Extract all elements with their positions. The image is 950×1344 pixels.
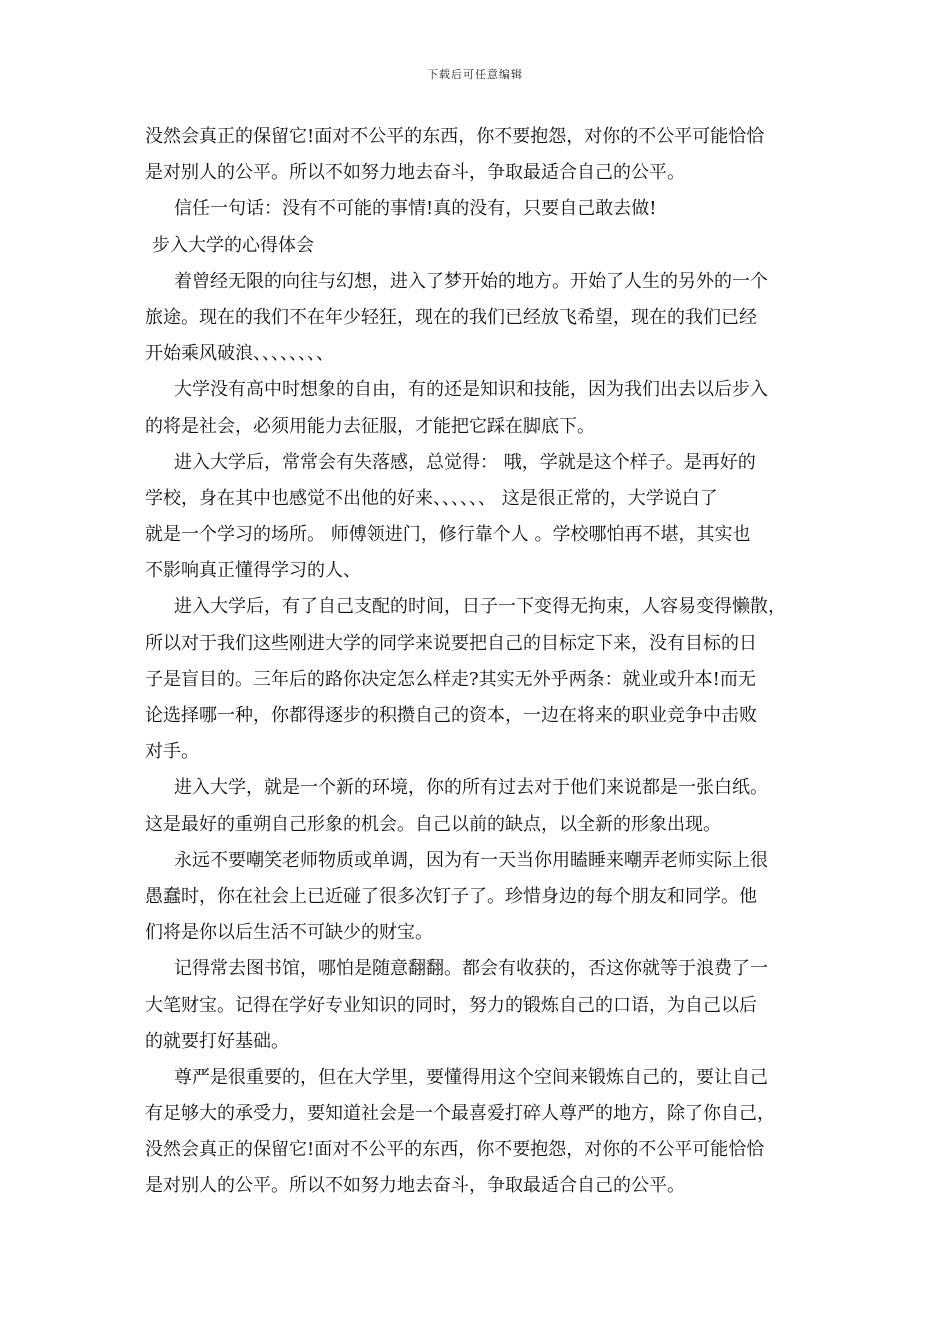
text-line: 学校，身在其中也感觉不出他的好来、、、、、、 这是很正常的，大学说白了 [145,487,718,509]
text-line: 进入大学后，常常会有失落感，总觉得： 哦，学就是这个样子。是再好的 [174,451,756,473]
text-line: 有足够大的承受力，要知道社会是一个最喜爱打碎人尊严的地方，除了你自己， [145,1103,775,1125]
text-line: 大笔财宝。记得在学好专业知识的同时，努力的锻炼自己的口语，为自己以后 [145,994,757,1016]
text-line: 就是一个学习的场所。 师傅领进门，修行靠个人 。学校哪怕再不堪，其实也 [145,524,751,546]
text-line: 是对别人的公平。所以不如努力地去奋斗，争取最适合自己的公平。 [145,162,685,184]
text-line: 这是最好的重朔自己形象的机会。自己以前的缺点，以全新的形象出现。 [145,813,721,835]
text-line: 开始乘风破浪、、、、、、、、 [145,343,334,365]
text-line: 们将是你以后生活不可缺少的财宝。 [145,922,433,944]
text-line: 大学没有高中时想象的自由，有的还是知识和技能，因为我们出去以后步入 [174,379,768,401]
text-line: 愚蠢时，你在社会上已近碰了很多次钉子了。珍惜身边的每个朋友和同学。他 [145,885,757,907]
text-line: 子是盲目的。三年后的路你决定怎么样走?其实无外乎两条：就业或升本!而无 [145,668,756,690]
section-heading: 步入大学的心得体会 [152,234,314,256]
text-line: 信任一句话：没有不可能的事情!真的没有，只要自己敢去做! [174,198,657,220]
text-line: 永远不要嘲笑老师物质或单调，因为有一天当你用瞌睡来嘲弄老师实际上很 [174,849,768,871]
text-line: 进入大学，就是一个新的环境，你的所有过去对于他们来说都是一张白纸。 [174,777,768,799]
text-line: 对手。 [145,741,199,763]
page-header: 下载后可任意编辑 [427,68,523,81]
text-line: 不影响真正懂得学习的人、 [145,560,361,582]
document-body [145,119,810,1205]
text-line: 的就要打好基础。 [145,1030,289,1052]
text-line: 论选择哪一种，你都得逐步的积攒自己的资本，一边在将来的职业竞争中击败 [145,705,757,726]
text-line: 所以对于我们这些刚进大学的同学来说要把自己的目标定下来，没有目标的日 [145,632,757,654]
text-line: 进入大学后，有了自己支配的时间，日子一下变得无拘束，人容易变得懒散， [174,596,786,618]
text-line: 没然会真正的保留它!面对不公平的东西，你不要抱怨，对你的不公平可能恰恰 [145,1139,765,1161]
text-line: 旅途。现在的我们不在年少轻狂，现在的我们已经放飞希望，现在的我们已经 [145,306,757,328]
text-line: 尊严是很重要的，但在大学里，要懂得用这个空间来锻炼自己的，要让自己 [174,1066,768,1088]
text-line: 是对别人的公平。所以不如努力地去奋斗，争取最适合自己的公平。 [145,1175,685,1197]
text-line: 着曾经无限的向往与幻想，进入了梦开始的地方。开始了人生的另外的一个 [174,270,768,292]
text-line: 没然会真正的保留它!面对不公平的东西，你不要抱怨，对你的不公平可能恰恰 [145,126,765,147]
text-line: 记得常去图书馆，哪怕是随意翻翻。都会有收获的，否这你就等于浪费了一 [174,958,768,980]
text-line: 的将是社会，必须用能力去征服，才能把它踩在脚底下。 [145,415,595,437]
